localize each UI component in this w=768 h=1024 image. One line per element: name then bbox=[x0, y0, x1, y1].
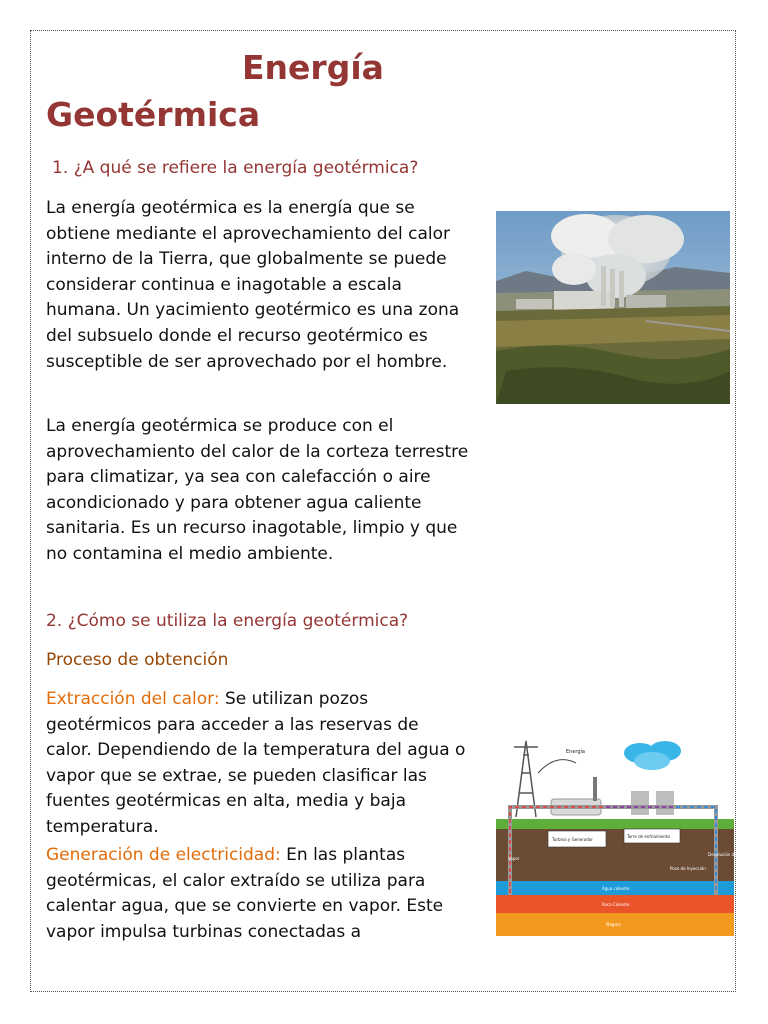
label-turbina: Turbina y Generador bbox=[552, 837, 593, 842]
section-1-paragraph-2: La energía geotérmica se produce con el aprovechamiento del calor de la corteza terrestre para climatizar, ya sea con calefacción o aire acondicionado y para obtener agua caliente sanitaria. Es un recurso inagotable, limpio y que no contamina el medio ambiente. bbox=[46, 416, 469, 564]
process-heading: Proceso de obtención bbox=[46, 650, 229, 670]
label-agua: Agua caliente bbox=[602, 886, 630, 891]
label-energia: Energía bbox=[566, 749, 585, 755]
label-pozo: Pozo de Inyección bbox=[670, 866, 706, 871]
label-vapor: Vapor bbox=[508, 856, 520, 861]
extraction-term: Extracción del calor: bbox=[46, 689, 220, 709]
label-devolucion: Devolución de agua bbox=[708, 852, 748, 857]
section-2-heading: 2. ¿Cómo se utiliza la energía geotérmica? bbox=[46, 611, 409, 631]
extraction-text: Se utilizan pozos geotérmicos para acceder a las reservas de calor. Dependiendo de la temperatura del agua o vapor que se extrae, se pueden clasificar las fuentes geotérmicas en alta, media y baja temperatura. bbox=[46, 689, 466, 837]
title-line-1: Energía bbox=[242, 48, 384, 87]
geothermal-plant-photo bbox=[496, 211, 730, 404]
section-1-paragraph-1: La energía geotérmica es la energía que se obtiene mediante el aprovechamiento del calor interno de la Tierra, que globalmente se puede considerar continua e inagotable a escala humana. Un yacimiento geotérmico es una zona del subsuelo donde el recurso geotérmico es susceptible de ser aprovechado por el hombre. bbox=[46, 198, 460, 372]
generation-paragraph bbox=[46, 843, 470, 945]
label-magma: Magma bbox=[606, 922, 621, 927]
title-line-2: Geotérmica bbox=[46, 95, 261, 134]
extraction-paragraph bbox=[46, 687, 466, 841]
generation-term: Generación de electricidad: bbox=[46, 845, 281, 865]
label-torre: Torre de enfriamiento bbox=[627, 834, 670, 839]
geothermal-process-diagram bbox=[496, 733, 748, 936]
label-roca: Roca Caliente bbox=[602, 902, 630, 907]
page-title bbox=[46, 44, 486, 138]
generation-text: En las plantas geotérmicas, el calor extraído se utiliza para calentar agua, que se convierte en vapor. Este vapor impulsa turbinas conectadas a bbox=[46, 845, 444, 942]
section-1-heading: 1. ¿A qué se refiere la energía geotérmica? bbox=[52, 158, 419, 178]
